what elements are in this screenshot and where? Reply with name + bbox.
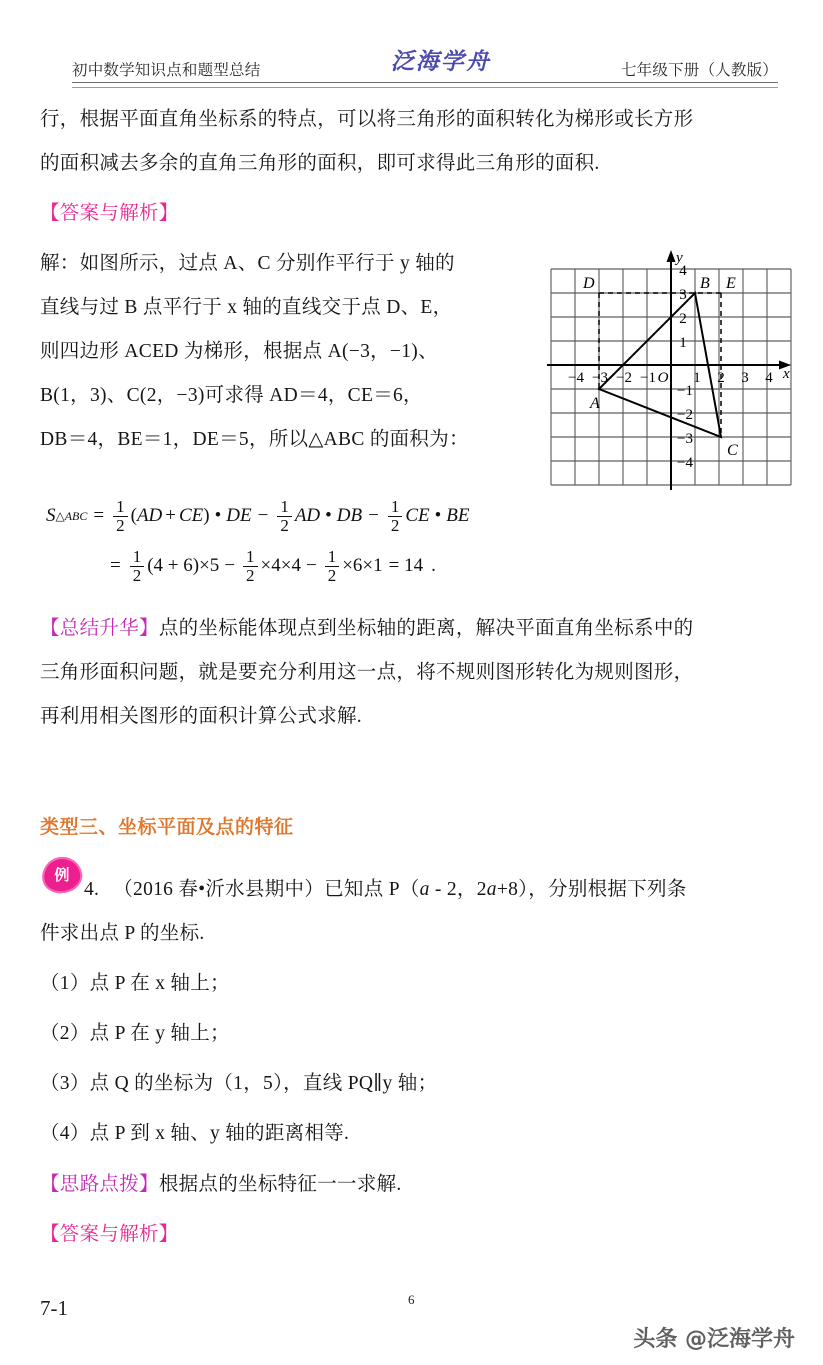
point-label-A: A [590,395,600,412]
y-tick-labels [677,263,693,471]
area-formula-line-2 [110,548,436,585]
formula-AD-1: AD [136,505,163,527]
example-stem-line-2: 件求出点 P 的坐标. [40,923,205,944]
footer-chapter-code: 7-1 [40,1296,68,1320]
example-stem-b: - 2，2 [429,879,487,900]
frac-numerator: 1 [277,498,292,517]
formula-dot-3: • [434,505,442,527]
svg-text:1: 1 [693,370,701,386]
svg-text:−2: −2 [616,370,632,386]
formula-S-subscript: △ABC [55,508,88,523]
frac-numerator: 1 [113,498,128,517]
formula-S: S [46,505,56,527]
example-item-4: （4）点 P 到 x 轴、y 轴的距离相等. [40,1123,350,1144]
formula-AD-2: AD [294,505,321,527]
coordinate-plane-svg [545,240,795,495]
hint-line [40,1163,740,1207]
watermark-text: 头条 @泛海学舟 [633,1327,795,1352]
example-stem-a: （2016 春•沂水县期中）已知点 P（ [113,879,420,900]
summary-line-1 [40,607,800,651]
frac-denominator: 2 [246,565,255,585]
formula2-result: = 14 [388,555,424,577]
formula-dot-2: • [325,505,332,527]
summary-text-1: 点的坐标能体现点到坐标轴的距离，解决平面直角坐标系中的 [158,618,694,639]
svg-text:1: 1 [679,335,687,351]
answer-analysis-tag-2: 【答案与解析】 [40,1224,179,1245]
frac-numerator: 1 [325,548,340,567]
section-heading-type-three: 类型三、坐标平面及点的特征 [40,816,294,838]
fraction-one-half-b [277,498,292,535]
point-label-C: C [727,442,738,459]
svg-text:O: O [657,370,669,386]
svg-text:4: 4 [679,263,687,279]
header-right-title: 七年级下册（人教版） [620,62,778,79]
fraction-one-half-e [243,548,258,585]
frac-denominator: 2 [327,565,337,585]
svg-text:−3: −3 [677,431,693,447]
example-badge-label: 例 [54,866,70,885]
formula-minus-1: − [257,505,269,527]
example-badge-icon [39,854,85,896]
summary-tag: 【总结升华】 [40,618,159,639]
solution-line-3: 则四边形 ACED 为梯形，根据点 A(−3，−1)、 [40,341,438,362]
frac-denominator: 2 [132,565,142,585]
formula-CE-1: CE [179,505,204,527]
formula-DE: DE [226,505,252,527]
point-label-E: E [726,275,736,292]
svg-text:−1: −1 [640,370,656,386]
example-stem-c: +8），分别根据下列条 [496,879,687,900]
header-left-title: 初中数学知识点和题型总结 [72,62,261,79]
answer-analysis-tag-1: 【答案与解析】 [40,203,179,224]
svg-text:3: 3 [679,287,687,303]
formula-plus: + [165,505,176,527]
formula-equals-1: = [93,505,105,527]
example-number: 4. [84,879,100,900]
header-divider-rule [72,82,778,88]
formula-minus-2: − [368,505,379,527]
formula2-minus-1: − [224,555,236,577]
solution-line-1: 解：如图所示，过点 A、C 分别作平行于 y 轴的 [40,253,455,274]
example-item-3: （3）点 Q 的坐标为（1，5），直线 PQ∥y 轴； [40,1073,438,1094]
svg-text:−4: −4 [568,370,584,386]
solution-line-2: 直线与过 B 点平行于 x 轴的直线交于点 D、E， [40,297,453,318]
y-axis-arrow [667,250,676,262]
svg-text:3: 3 [741,370,749,386]
formula-DB: DB [336,505,363,527]
svg-text:4: 4 [765,370,773,386]
frac-denominator: 2 [280,515,289,535]
frac-numerator: 1 [243,548,258,567]
example-item-2: （2）点 P 在 y 轴上； [40,1023,230,1044]
formula-BE: BE [446,505,470,527]
fraction-one-half-f [325,548,340,585]
point-label-B: B [700,275,710,292]
formula-CE-2: CE [405,505,430,527]
formula-paren-open: ( [130,505,137,527]
formula2-term-3: ×6×1 [342,555,383,577]
svg-text:−4: −4 [677,455,693,471]
svg-text:−3: −3 [592,370,608,386]
formula-paren-close: ) [203,505,210,527]
header-row [72,48,778,80]
page-header [72,48,778,90]
area-formula-line-1 [46,498,470,535]
formula2-minus-2: − [305,555,317,577]
example-var-a-1: a [419,879,430,900]
formula2-equals: = [110,555,121,577]
page-number: 6 [408,1292,415,1307]
header-brand-logo: 泛海学舟 [390,48,491,75]
svg-text:−2: −2 [677,407,693,423]
intro-line-1: 行，根据平面直角坐标系的特点，可以将三角形的面积转化为梯形或长方形 [40,109,694,130]
point-labels [582,275,738,459]
fraction-one-half-c [388,498,403,535]
hint-tag: 【思路点拨】 [40,1174,159,1195]
example-var-a-2: a [486,879,497,900]
frac-denominator: 2 [390,515,400,535]
point-label-D: D [583,275,595,292]
svg-text:2: 2 [717,370,725,386]
fraction-one-half-d [130,548,145,585]
formula2-period: . [431,555,436,577]
intro-line-2: 的面积减去多余的直角三角形的面积，即可求得此三角形的面积. [40,153,600,174]
svg-text:−1: −1 [677,383,693,399]
solution-line-4: B(1，3)、C(2，−3)可求得 AD＝4，CE＝6， [40,385,423,406]
y-axis-label: y [676,250,683,266]
hint-text: 根据点的坐标特征一一求解. [158,1174,402,1195]
summary-line-2: 三角形面积问题，就是要充分利用这一点，将不规则图形转化为规则图形， [40,662,694,683]
svg-text:2: 2 [679,311,687,327]
fraction-one-half-a [113,498,128,535]
frac-denominator: 2 [116,515,125,535]
formula2-term-1: (4 + 6)×5 [147,555,220,577]
coordinate-plane-figure [545,240,795,500]
summary-line-3: 再利用相关图形的面积计算公式求解. [40,706,362,727]
frac-numerator: 1 [130,548,145,567]
x-axis-label: x [783,366,790,382]
solution-line-5: DB＝4，BE＝1，DE＝5，所以△ABC 的面积为： [40,429,469,450]
example-item-1: （1）点 P 在 x 轴上； [40,973,230,994]
formula-dot-1: • [214,505,222,527]
formula2-term-2: ×4×4 [260,555,301,577]
frac-numerator: 1 [388,498,403,517]
example-stem-line-1 [84,868,794,912]
